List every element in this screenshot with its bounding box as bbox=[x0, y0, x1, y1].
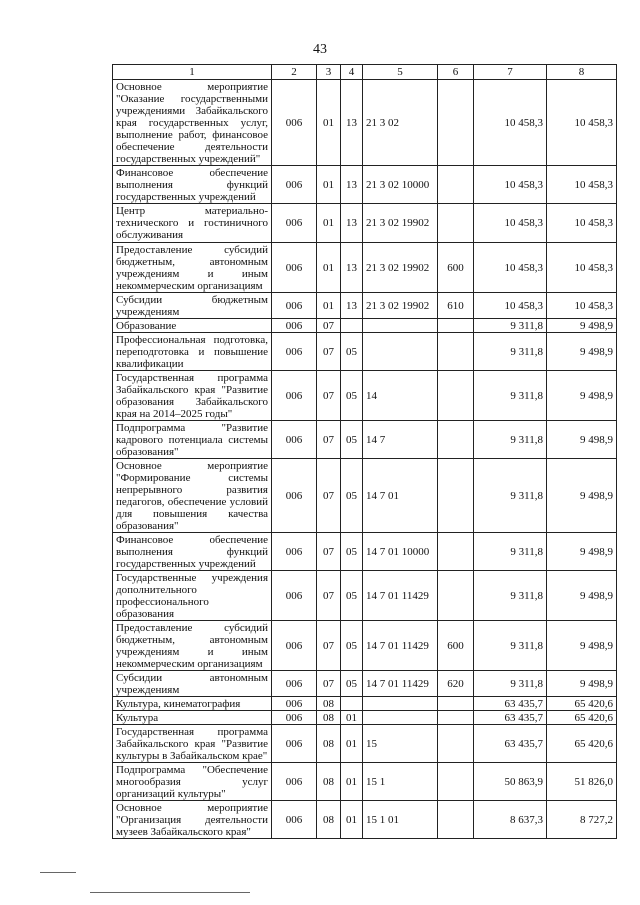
row-amount-2: 9 498,9 bbox=[547, 421, 617, 459]
row-admin-code: 006 bbox=[272, 697, 317, 711]
row-expense-type bbox=[438, 319, 474, 333]
row-expense-type: 620 bbox=[438, 671, 474, 697]
row-section: 01 bbox=[317, 80, 341, 166]
row-name: Основное мероприятие "Формирование системы непрерывного развития педагогов, обеспечение условий для повышения качества образования" bbox=[113, 459, 272, 533]
table-row bbox=[113, 319, 617, 333]
row-admin-code: 006 bbox=[272, 80, 317, 166]
header-col-2: 2 bbox=[272, 65, 317, 80]
row-amount-2: 9 498,9 bbox=[547, 571, 617, 621]
table-row bbox=[113, 533, 617, 571]
row-target-article bbox=[363, 319, 438, 333]
row-admin-code: 006 bbox=[272, 533, 317, 571]
header-col-4: 4 bbox=[341, 65, 363, 80]
table-row bbox=[113, 243, 617, 293]
row-subsection: 13 bbox=[341, 80, 363, 166]
row-target-article: 14 7 01 11429 bbox=[363, 571, 438, 621]
row-section: 08 bbox=[317, 697, 341, 711]
table-row bbox=[113, 293, 617, 319]
row-amount-1: 10 458,3 bbox=[474, 204, 547, 243]
row-expense-type bbox=[438, 533, 474, 571]
row-amount-1: 63 435,7 bbox=[474, 697, 547, 711]
row-admin-code: 006 bbox=[272, 459, 317, 533]
row-name: Финансовое обеспечение выполнения функций государственных учреждений bbox=[113, 533, 272, 571]
row-section: 07 bbox=[317, 371, 341, 421]
table-row bbox=[113, 371, 617, 421]
row-amount-2: 9 498,9 bbox=[547, 671, 617, 697]
row-amount-2: 9 498,9 bbox=[547, 371, 617, 421]
row-name: Культура, кинематография bbox=[113, 697, 272, 711]
row-target-article: 14 7 01 10000 bbox=[363, 533, 438, 571]
row-amount-2: 9 498,9 bbox=[547, 319, 617, 333]
row-admin-code: 006 bbox=[272, 293, 317, 319]
row-amount-1: 9 311,8 bbox=[474, 319, 547, 333]
row-subsection: 05 bbox=[341, 571, 363, 621]
row-subsection: 05 bbox=[341, 371, 363, 421]
row-target-article: 21 3 02 10000 bbox=[363, 166, 438, 204]
row-amount-1: 10 458,3 bbox=[474, 243, 547, 293]
header-col-7: 7 bbox=[474, 65, 547, 80]
row-admin-code: 006 bbox=[272, 243, 317, 293]
row-expense-type: 600 bbox=[438, 243, 474, 293]
row-name: Государственные учреждения дополнительного профессионального образования bbox=[113, 571, 272, 621]
row-name: Субсидии автономным учреждениям bbox=[113, 671, 272, 697]
row-admin-code: 006 bbox=[272, 671, 317, 697]
table-row bbox=[113, 763, 617, 801]
row-subsection: 13 bbox=[341, 293, 363, 319]
row-subsection: 05 bbox=[341, 621, 363, 671]
row-amount-1: 9 311,8 bbox=[474, 533, 547, 571]
table-row bbox=[113, 697, 617, 711]
row-subsection bbox=[341, 319, 363, 333]
scan-mark bbox=[90, 892, 250, 893]
table-row bbox=[113, 459, 617, 533]
row-amount-1: 10 458,3 bbox=[474, 166, 547, 204]
row-target-article: 15 1 bbox=[363, 763, 438, 801]
row-section: 08 bbox=[317, 763, 341, 801]
row-name: Государственная программа Забайкальского края "Развитие образования Забайкальского края на 2014–2025 годы" bbox=[113, 371, 272, 421]
row-amount-2: 65 420,6 bbox=[547, 697, 617, 711]
row-section: 07 bbox=[317, 571, 341, 621]
row-subsection: 01 bbox=[341, 801, 363, 839]
row-name: Профессиональная подготовка, переподготовка и повышение квалификации bbox=[113, 333, 272, 371]
row-admin-code: 006 bbox=[272, 166, 317, 204]
row-expense-type bbox=[438, 166, 474, 204]
row-target-article bbox=[363, 711, 438, 725]
row-expense-type bbox=[438, 421, 474, 459]
row-name: Подпрограмма "Обеспечение многообразия услуг организаций культуры" bbox=[113, 763, 272, 801]
row-section: 07 bbox=[317, 319, 341, 333]
row-target-article: 14 7 01 11429 bbox=[363, 621, 438, 671]
table-row bbox=[113, 80, 617, 166]
budget-table bbox=[112, 64, 617, 839]
row-expense-type bbox=[438, 204, 474, 243]
row-section: 08 bbox=[317, 801, 341, 839]
row-admin-code: 006 bbox=[272, 333, 317, 371]
table-row bbox=[113, 801, 617, 839]
row-amount-1: 8 637,3 bbox=[474, 801, 547, 839]
table-row bbox=[113, 204, 617, 243]
row-section: 08 bbox=[317, 725, 341, 763]
row-name: Подпрограмма "Развитие кадрового потенциала системы образования" bbox=[113, 421, 272, 459]
row-amount-2: 9 498,9 bbox=[547, 333, 617, 371]
row-target-article: 15 bbox=[363, 725, 438, 763]
row-section: 01 bbox=[317, 166, 341, 204]
row-amount-2: 9 498,9 bbox=[547, 459, 617, 533]
row-subsection: 01 bbox=[341, 711, 363, 725]
scan-mark bbox=[40, 872, 76, 873]
row-name: Культура bbox=[113, 711, 272, 725]
row-amount-2: 65 420,6 bbox=[547, 725, 617, 763]
row-admin-code: 006 bbox=[272, 319, 317, 333]
row-section: 07 bbox=[317, 671, 341, 697]
row-name: Предоставление субсидий бюджетным, автономным учреждениям и иным некоммерческим организациям bbox=[113, 621, 272, 671]
row-amount-1: 9 311,8 bbox=[474, 459, 547, 533]
row-amount-2: 8 727,2 bbox=[547, 801, 617, 839]
table-row bbox=[113, 711, 617, 725]
row-admin-code: 006 bbox=[272, 421, 317, 459]
header-col-8: 8 bbox=[547, 65, 617, 80]
table-row bbox=[113, 621, 617, 671]
row-target-article: 14 bbox=[363, 371, 438, 421]
row-amount-2: 10 458,3 bbox=[547, 80, 617, 166]
row-section: 07 bbox=[317, 533, 341, 571]
header-col-5: 5 bbox=[363, 65, 438, 80]
row-name: Субсидии бюджетным учреждениям bbox=[113, 293, 272, 319]
row-target-article: 21 3 02 bbox=[363, 80, 438, 166]
row-section: 01 bbox=[317, 243, 341, 293]
header-col-3: 3 bbox=[317, 65, 341, 80]
row-admin-code: 006 bbox=[272, 763, 317, 801]
row-subsection: 01 bbox=[341, 725, 363, 763]
table-row bbox=[113, 166, 617, 204]
row-amount-2: 10 458,3 bbox=[547, 243, 617, 293]
row-subsection: 05 bbox=[341, 533, 363, 571]
row-amount-1: 9 311,8 bbox=[474, 621, 547, 671]
row-name: Финансовое обеспечение выполнения функций государственных учреждений bbox=[113, 166, 272, 204]
row-name: Предоставление субсидий бюджетным, автономным учреждениям и иным некоммерческим организациям bbox=[113, 243, 272, 293]
row-section: 01 bbox=[317, 204, 341, 243]
row-subsection: 13 bbox=[341, 204, 363, 243]
header-col-1: 1 bbox=[113, 65, 272, 80]
row-amount-1: 63 435,7 bbox=[474, 725, 547, 763]
page-number: 43 bbox=[313, 42, 327, 57]
row-expense-type bbox=[438, 711, 474, 725]
row-subsection bbox=[341, 697, 363, 711]
row-amount-1: 63 435,7 bbox=[474, 711, 547, 725]
row-target-article: 21 3 02 19902 bbox=[363, 243, 438, 293]
row-section: 07 bbox=[317, 459, 341, 533]
row-subsection: 05 bbox=[341, 671, 363, 697]
row-subsection: 13 bbox=[341, 243, 363, 293]
row-expense-type bbox=[438, 371, 474, 421]
row-admin-code: 006 bbox=[272, 725, 317, 763]
table-row bbox=[113, 671, 617, 697]
row-expense-type bbox=[438, 763, 474, 801]
row-name: Центр материально-технического и гостиничного обслуживания bbox=[113, 204, 272, 243]
row-subsection: 13 bbox=[341, 166, 363, 204]
row-target-article bbox=[363, 697, 438, 711]
row-expense-type bbox=[438, 80, 474, 166]
row-subsection: 05 bbox=[341, 459, 363, 533]
row-amount-1: 9 311,8 bbox=[474, 571, 547, 621]
row-name: Основное мероприятие "Организация деятельности музеев Забайкальского края" bbox=[113, 801, 272, 839]
row-expense-type: 610 bbox=[438, 293, 474, 319]
table-row bbox=[113, 333, 617, 371]
row-admin-code: 006 bbox=[272, 801, 317, 839]
row-target-article: 15 1 01 bbox=[363, 801, 438, 839]
row-name: Основное мероприятие "Оказание государственными учреждениями Забайкальского края государственных услуг, выполнение работ, финансовое обеспечение деятельности государственных учреждений" bbox=[113, 80, 272, 166]
row-target-article bbox=[363, 333, 438, 371]
row-amount-1: 9 311,8 bbox=[474, 371, 547, 421]
row-target-article: 21 3 02 19902 bbox=[363, 293, 438, 319]
row-section: 08 bbox=[317, 711, 341, 725]
table-header-row bbox=[113, 65, 617, 80]
row-amount-1: 9 311,8 bbox=[474, 671, 547, 697]
row-amount-2: 10 458,3 bbox=[547, 293, 617, 319]
row-subsection: 05 bbox=[341, 333, 363, 371]
row-target-article: 21 3 02 19902 bbox=[363, 204, 438, 243]
row-amount-2: 9 498,9 bbox=[547, 621, 617, 671]
row-expense-type: 600 bbox=[438, 621, 474, 671]
row-target-article: 14 7 01 bbox=[363, 459, 438, 533]
row-subsection: 05 bbox=[341, 421, 363, 459]
table-row bbox=[113, 571, 617, 621]
row-amount-1: 9 311,8 bbox=[474, 421, 547, 459]
row-amount-2: 65 420,6 bbox=[547, 711, 617, 725]
row-amount-1: 50 863,9 bbox=[474, 763, 547, 801]
row-name: Государственная программа Забайкальского края "Развитие культуры в Забайкальском крае" bbox=[113, 725, 272, 763]
row-section: 07 bbox=[317, 333, 341, 371]
row-admin-code: 006 bbox=[272, 621, 317, 671]
row-amount-2: 10 458,3 bbox=[547, 204, 617, 243]
row-amount-2: 10 458,3 bbox=[547, 166, 617, 204]
header-col-6: 6 bbox=[438, 65, 474, 80]
row-target-article: 14 7 bbox=[363, 421, 438, 459]
row-section: 01 bbox=[317, 293, 341, 319]
row-admin-code: 006 bbox=[272, 571, 317, 621]
row-admin-code: 006 bbox=[272, 204, 317, 243]
row-amount-2: 9 498,9 bbox=[547, 533, 617, 571]
row-amount-1: 10 458,3 bbox=[474, 293, 547, 319]
table-body bbox=[113, 80, 617, 839]
row-expense-type bbox=[438, 571, 474, 621]
row-amount-1: 10 458,3 bbox=[474, 80, 547, 166]
row-subsection: 01 bbox=[341, 763, 363, 801]
row-expense-type bbox=[438, 459, 474, 533]
table-row bbox=[113, 421, 617, 459]
row-name: Образование bbox=[113, 319, 272, 333]
row-target-article: 14 7 01 11429 bbox=[363, 671, 438, 697]
row-amount-2: 51 826,0 bbox=[547, 763, 617, 801]
row-expense-type bbox=[438, 333, 474, 371]
row-amount-1: 9 311,8 bbox=[474, 333, 547, 371]
row-section: 07 bbox=[317, 421, 341, 459]
row-admin-code: 006 bbox=[272, 711, 317, 725]
row-expense-type bbox=[438, 697, 474, 711]
table-row bbox=[113, 725, 617, 763]
row-admin-code: 006 bbox=[272, 371, 317, 421]
row-section: 07 bbox=[317, 621, 341, 671]
row-expense-type bbox=[438, 725, 474, 763]
row-expense-type bbox=[438, 801, 474, 839]
